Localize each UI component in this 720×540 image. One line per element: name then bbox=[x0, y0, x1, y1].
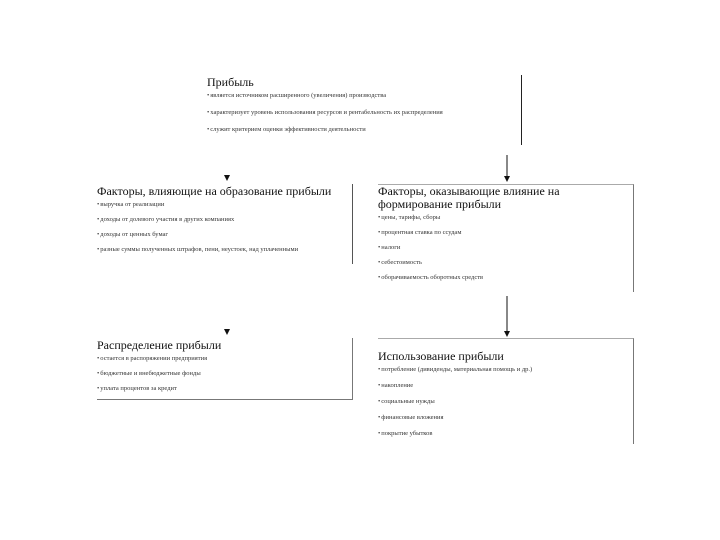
formation-factors-title: Факторы, влияющие на образование прибыли bbox=[97, 184, 332, 198]
formation-factor-item: • выручка от реализации bbox=[97, 201, 352, 209]
distribution-item: • бюджетные и внебюджетные фонды bbox=[97, 370, 352, 378]
usage-item: • финансовые вложения bbox=[378, 414, 633, 422]
profit-item: • является источником расширенного (увеличения) производства bbox=[207, 92, 521, 100]
influence-factors-title: Факторы, оказывающие влияние на формирование прибыли bbox=[378, 184, 560, 211]
formation-factor-item: • доходы от долевого участия в других компаниях bbox=[97, 216, 352, 224]
arrowhead-to-usage bbox=[504, 331, 510, 337]
arrowhead-to-influence bbox=[504, 176, 510, 182]
distribution-item: • уплата процентов за кредит bbox=[97, 385, 352, 393]
influence-factor-item: • оборачиваемость оборотных средств bbox=[378, 274, 633, 282]
formation-factor-item: • доходы от ценных бумаг bbox=[97, 231, 352, 239]
influence-factor-item: • процентная ставка по ссудам bbox=[378, 229, 633, 237]
profit-item: • служит критерием оценки эффективности деятельности bbox=[207, 126, 521, 134]
usage-title: Использование прибыли bbox=[378, 349, 504, 363]
usage-item: • потребление (дивиденды, материальная помощь и др.) bbox=[378, 366, 633, 374]
arrowhead-to-formation bbox=[224, 175, 230, 181]
distribution-item: • остается в распоряжении предприятия bbox=[97, 355, 352, 363]
profit-title: Прибыль bbox=[207, 75, 254, 89]
formation-factor-item: • разные суммы полученных штрафов, пени, неустоек, над уплаченными bbox=[97, 246, 352, 254]
influence-factor-item: • цены, тарифы, сборы bbox=[378, 214, 633, 222]
usage-item: • социальные нужды bbox=[378, 398, 633, 406]
usage-item: • накопление bbox=[378, 382, 633, 390]
arrowhead-to-distribution bbox=[224, 329, 230, 335]
influence-factor-item: • налоги bbox=[378, 244, 633, 252]
influence-factor-item: • себестоимость bbox=[378, 259, 633, 267]
usage-item: • покрытие убытков bbox=[378, 430, 633, 438]
distribution-title: Распределение прибыли bbox=[97, 338, 222, 352]
profit-item: • характеризует уровень использования ресурсов и рентабельность их распределения bbox=[207, 109, 521, 117]
